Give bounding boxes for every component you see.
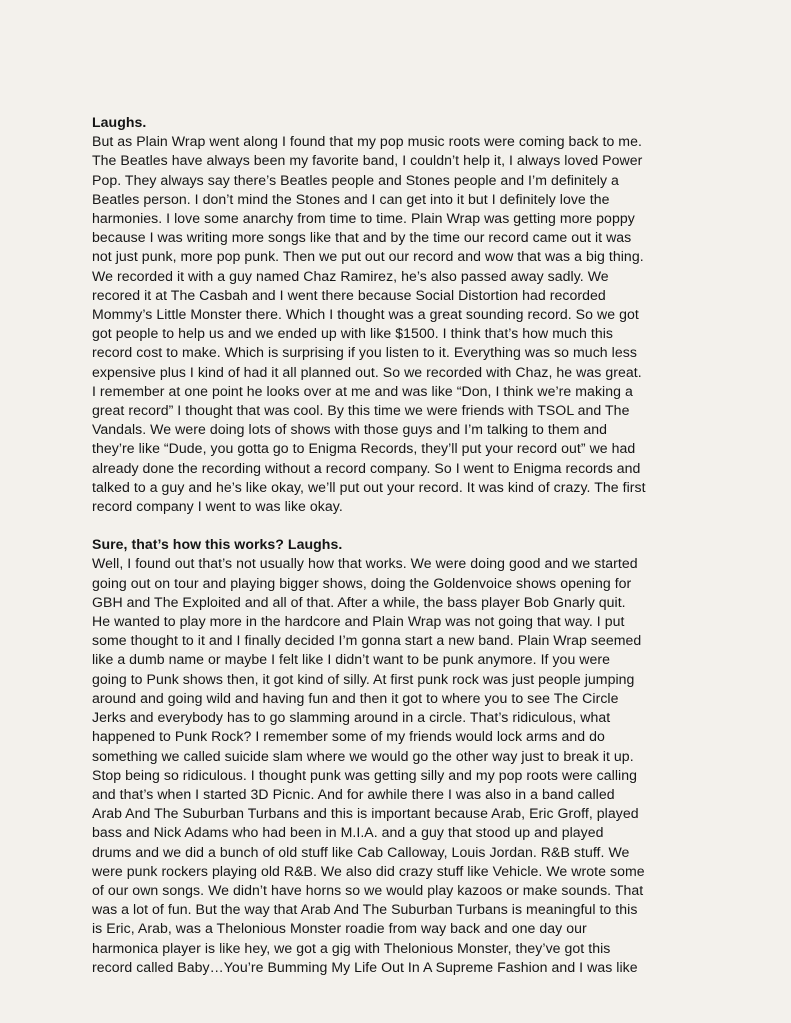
section-1-heading: Laughs. <box>92 114 147 130</box>
body-line: record cost to make. Which is surprising if you listen to it. Everything was so much less <box>92 344 637 361</box>
body-line: going to Punk shows then, it got kind of silly. At first punk rock was just people jumping <box>92 670 635 687</box>
body-line: drums and we did a bunch of old stuff like Cab Calloway, Louis Jordan. R&B stuff. We <box>92 843 630 860</box>
body-line: around and going wild and having fun and then it got to where you to see The Circle <box>92 689 619 706</box>
body-line: Stop being so ridiculous. I thought punk was getting silly and my pop roots were calling <box>92 766 637 783</box>
body-line: Jerks and everybody has to go slamming around in a circle. That’s ridiculous, what <box>92 709 611 726</box>
body-line: Mommy’s Little Monster there. Which I thought was a great sounding record. So we got <box>92 306 639 323</box>
body-line: some thought to it and I finally decided I’m gonna start a new band. Plain Wrap seemed <box>92 632 642 649</box>
body-line: We recorded it with a guy named Chaz Ramirez, he’s also passed away sadly. We <box>92 267 609 284</box>
body-line: harmonies. I love some anarchy from time to time. Plain Wrap was getting more poppy <box>92 210 635 227</box>
body-line: Well, I found out that’s not usually how that works. We were doing good and we started <box>92 555 638 572</box>
body-line: record called Baby…You’re Bumming My Life Out In A Supreme Fashion and I was like <box>92 958 638 975</box>
body-line: Pop. They always say there’s Beatles people and Stones people and I’m definitely a <box>92 171 619 188</box>
body-line: GBH and The Exploited and all of that. After a while, the bass player Bob Gnarly quit. <box>92 593 626 610</box>
body-line: Arab And The Suburban Turbans and this is important because Arab, Eric Groff, played <box>92 805 639 822</box>
body-line: was a lot of fun. But the way that Arab And The Suburban Turbans is meaningful to this <box>92 901 638 918</box>
body-line: and that’s when I started 3D Picnic. And for awhile there I was also in a band called <box>92 785 615 802</box>
body-line: were punk rockers playing old R&B. We also did crazy stuff like Vehicle. We wrote some <box>92 862 645 879</box>
body-line: I remember at one point he looks over at me and was like “Don, I think we’re making a <box>92 382 633 399</box>
body-line: something we called suicide slam where we would go the other way just to break it up. <box>92 747 634 764</box>
body-line: Vandals. We were doing lots of shows with those guys and I’m talking to them and <box>92 421 608 438</box>
section-2-body <box>92 554 741 976</box>
body-line: talked to a guy and he’s like okay, we’ll put out your record. It was kind of crazy. The first <box>92 478 646 495</box>
body-line: like a dumb name or maybe I felt like I didn’t want to be punk anymore. If you were <box>92 651 611 668</box>
section-1 <box>92 113 741 516</box>
body-line: The Beatles have always been my favorite band, I couldn’t help it, I always loved Power <box>92 152 643 169</box>
body-line: record company I went to was like okay. <box>92 498 343 515</box>
body-line: of our own songs. We didn’t have horns so we would play kazoos or make sounds. That <box>92 881 644 898</box>
body-line: bass and Nick Adams who had been in M.I.A. and a guy that stood up and played <box>92 824 604 841</box>
body-line: already done the recording without a record company. So I went to Enigma records and <box>92 459 641 476</box>
section-2-heading: Sure, that’s how this works? Laughs. <box>92 536 343 553</box>
body-line: expensive plus I kind of had it all planned out. So we recorded with Chaz, he was great. <box>92 363 642 380</box>
body-line: But as Plain Wrap went along I found that my pop music roots were coming back to me. <box>92 133 642 150</box>
body-line: Beatles person. I don’t mind the Stones and I can get into it but I definitely love the <box>92 190 610 207</box>
body-line: great record” I thought that was cool. By this time we were friends with TSOL and The <box>92 402 630 419</box>
section-2 <box>92 535 741 977</box>
body-line: got people to help us and we ended up with like $1500. I think that’s how much this <box>92 325 613 342</box>
section-1-body <box>92 132 741 516</box>
body-line: He wanted to play more in the hardcore and Plain Wrap was not going that way. I put <box>92 613 625 630</box>
body-line: harmonica player is like hey, we got a gig with Thelonious Monster, they’ve got this <box>92 939 611 956</box>
body-line: recored it at The Casbah and I went there because Social Distortion had recorded <box>92 286 606 303</box>
body-line: they’re like “Dude, you gotta go to Enigma Records, they’ll put your record out” we had <box>92 440 636 457</box>
body-line: going out on tour and playing bigger shows, doing the Goldenvoice shows opening for <box>92 574 632 591</box>
body-line: because I was writing more songs like that and by the time our record came out it was <box>92 229 632 246</box>
body-line: not just punk, more pop punk. Then we put out our record and wow that was a big thing. <box>92 248 644 265</box>
body-line: is Eric, Arab, was a Thelonious Monster roadie from way back and one day our <box>92 920 587 937</box>
body-line: happened to Punk Rock? I remember some of my friends would lock arms and do <box>92 728 605 745</box>
